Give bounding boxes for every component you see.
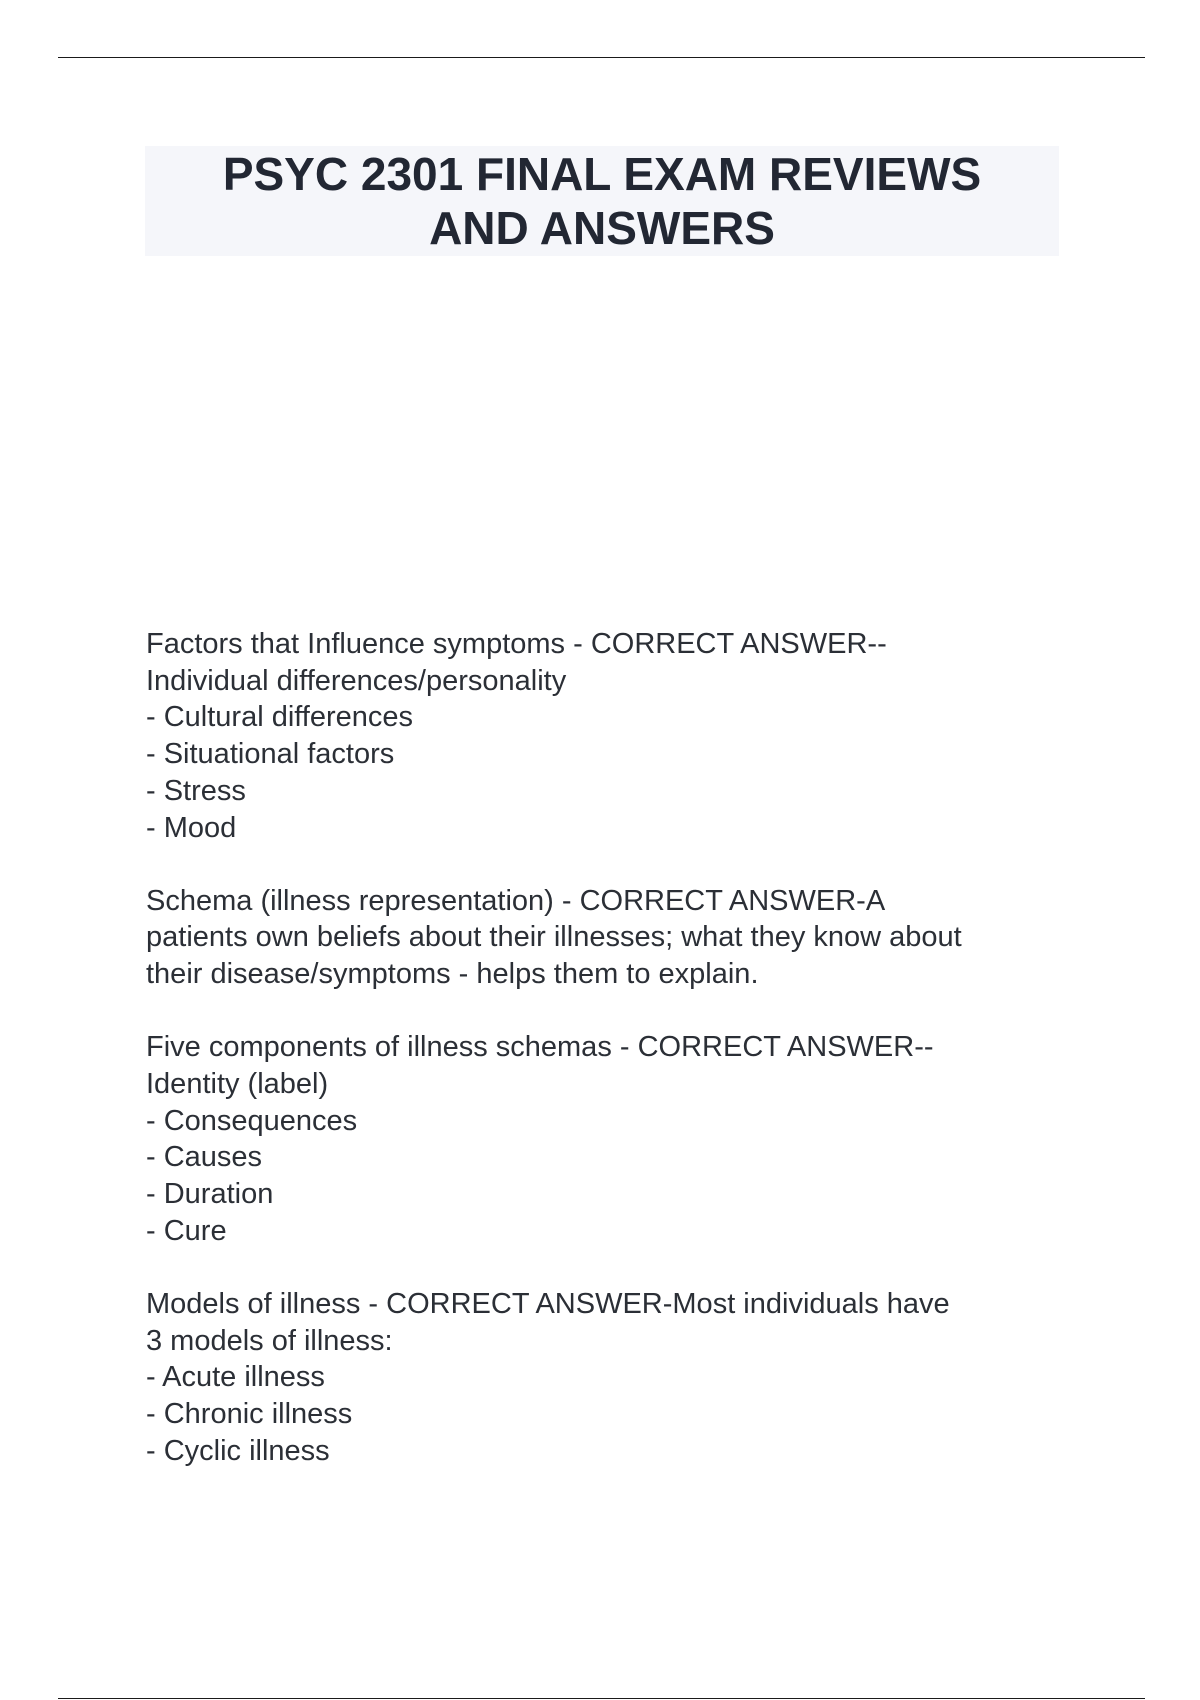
qa-line: - Stress [146, 774, 246, 807]
qa-item-illness-models [146, 1286, 1076, 1470]
qa-line: Individual differences/personality [146, 664, 567, 697]
qa-line: Models of illness - CORRECT ANSWER-Most individuals have [146, 1288, 950, 1321]
qa-line: - Causes [146, 1141, 263, 1174]
qa-line: their disease/symptoms - helps them to explain. [146, 958, 759, 991]
qa-line: - Acute illness [146, 1361, 325, 1394]
qa-line: - Cyclic illness [146, 1434, 330, 1467]
top-rule [58, 57, 1145, 58]
qa-line: patients own beliefs about their illnesses; what they know about [146, 921, 962, 954]
bottom-rule [58, 1698, 1145, 1699]
qa-line: Schema (illness representation) - CORRECT ANSWER-A [146, 884, 886, 917]
qa-item-schema [146, 883, 1076, 993]
qa-list [146, 626, 1076, 1506]
qa-line: - Cure [146, 1214, 227, 1247]
document-title [145, 146, 1059, 256]
qa-line: - Mood [146, 811, 237, 844]
qa-line: - Chronic illness [146, 1398, 353, 1431]
qa-line: Five components of illness schemas - CORRECT ANSWER-- [146, 1031, 934, 1064]
qa-line: Factors that Influence symptoms - CORRECT ANSWER-- [146, 628, 887, 660]
qa-line: - Consequences [146, 1104, 358, 1137]
qa-line: - Duration [146, 1178, 274, 1211]
qa-line: Identity (label) [146, 1068, 329, 1101]
qa-line: 3 models of illness: [146, 1324, 393, 1357]
qa-line: - Cultural differences [146, 701, 414, 734]
qa-line: - Situational factors [146, 738, 395, 771]
qa-item-symptom-factors [146, 626, 1076, 846]
title-line-1: PSYC 2301 FINAL EXAM REVIEWS [222, 148, 982, 200]
title-line-2: AND ANSWERS [429, 202, 775, 254]
qa-item-schema-components [146, 1029, 1076, 1249]
